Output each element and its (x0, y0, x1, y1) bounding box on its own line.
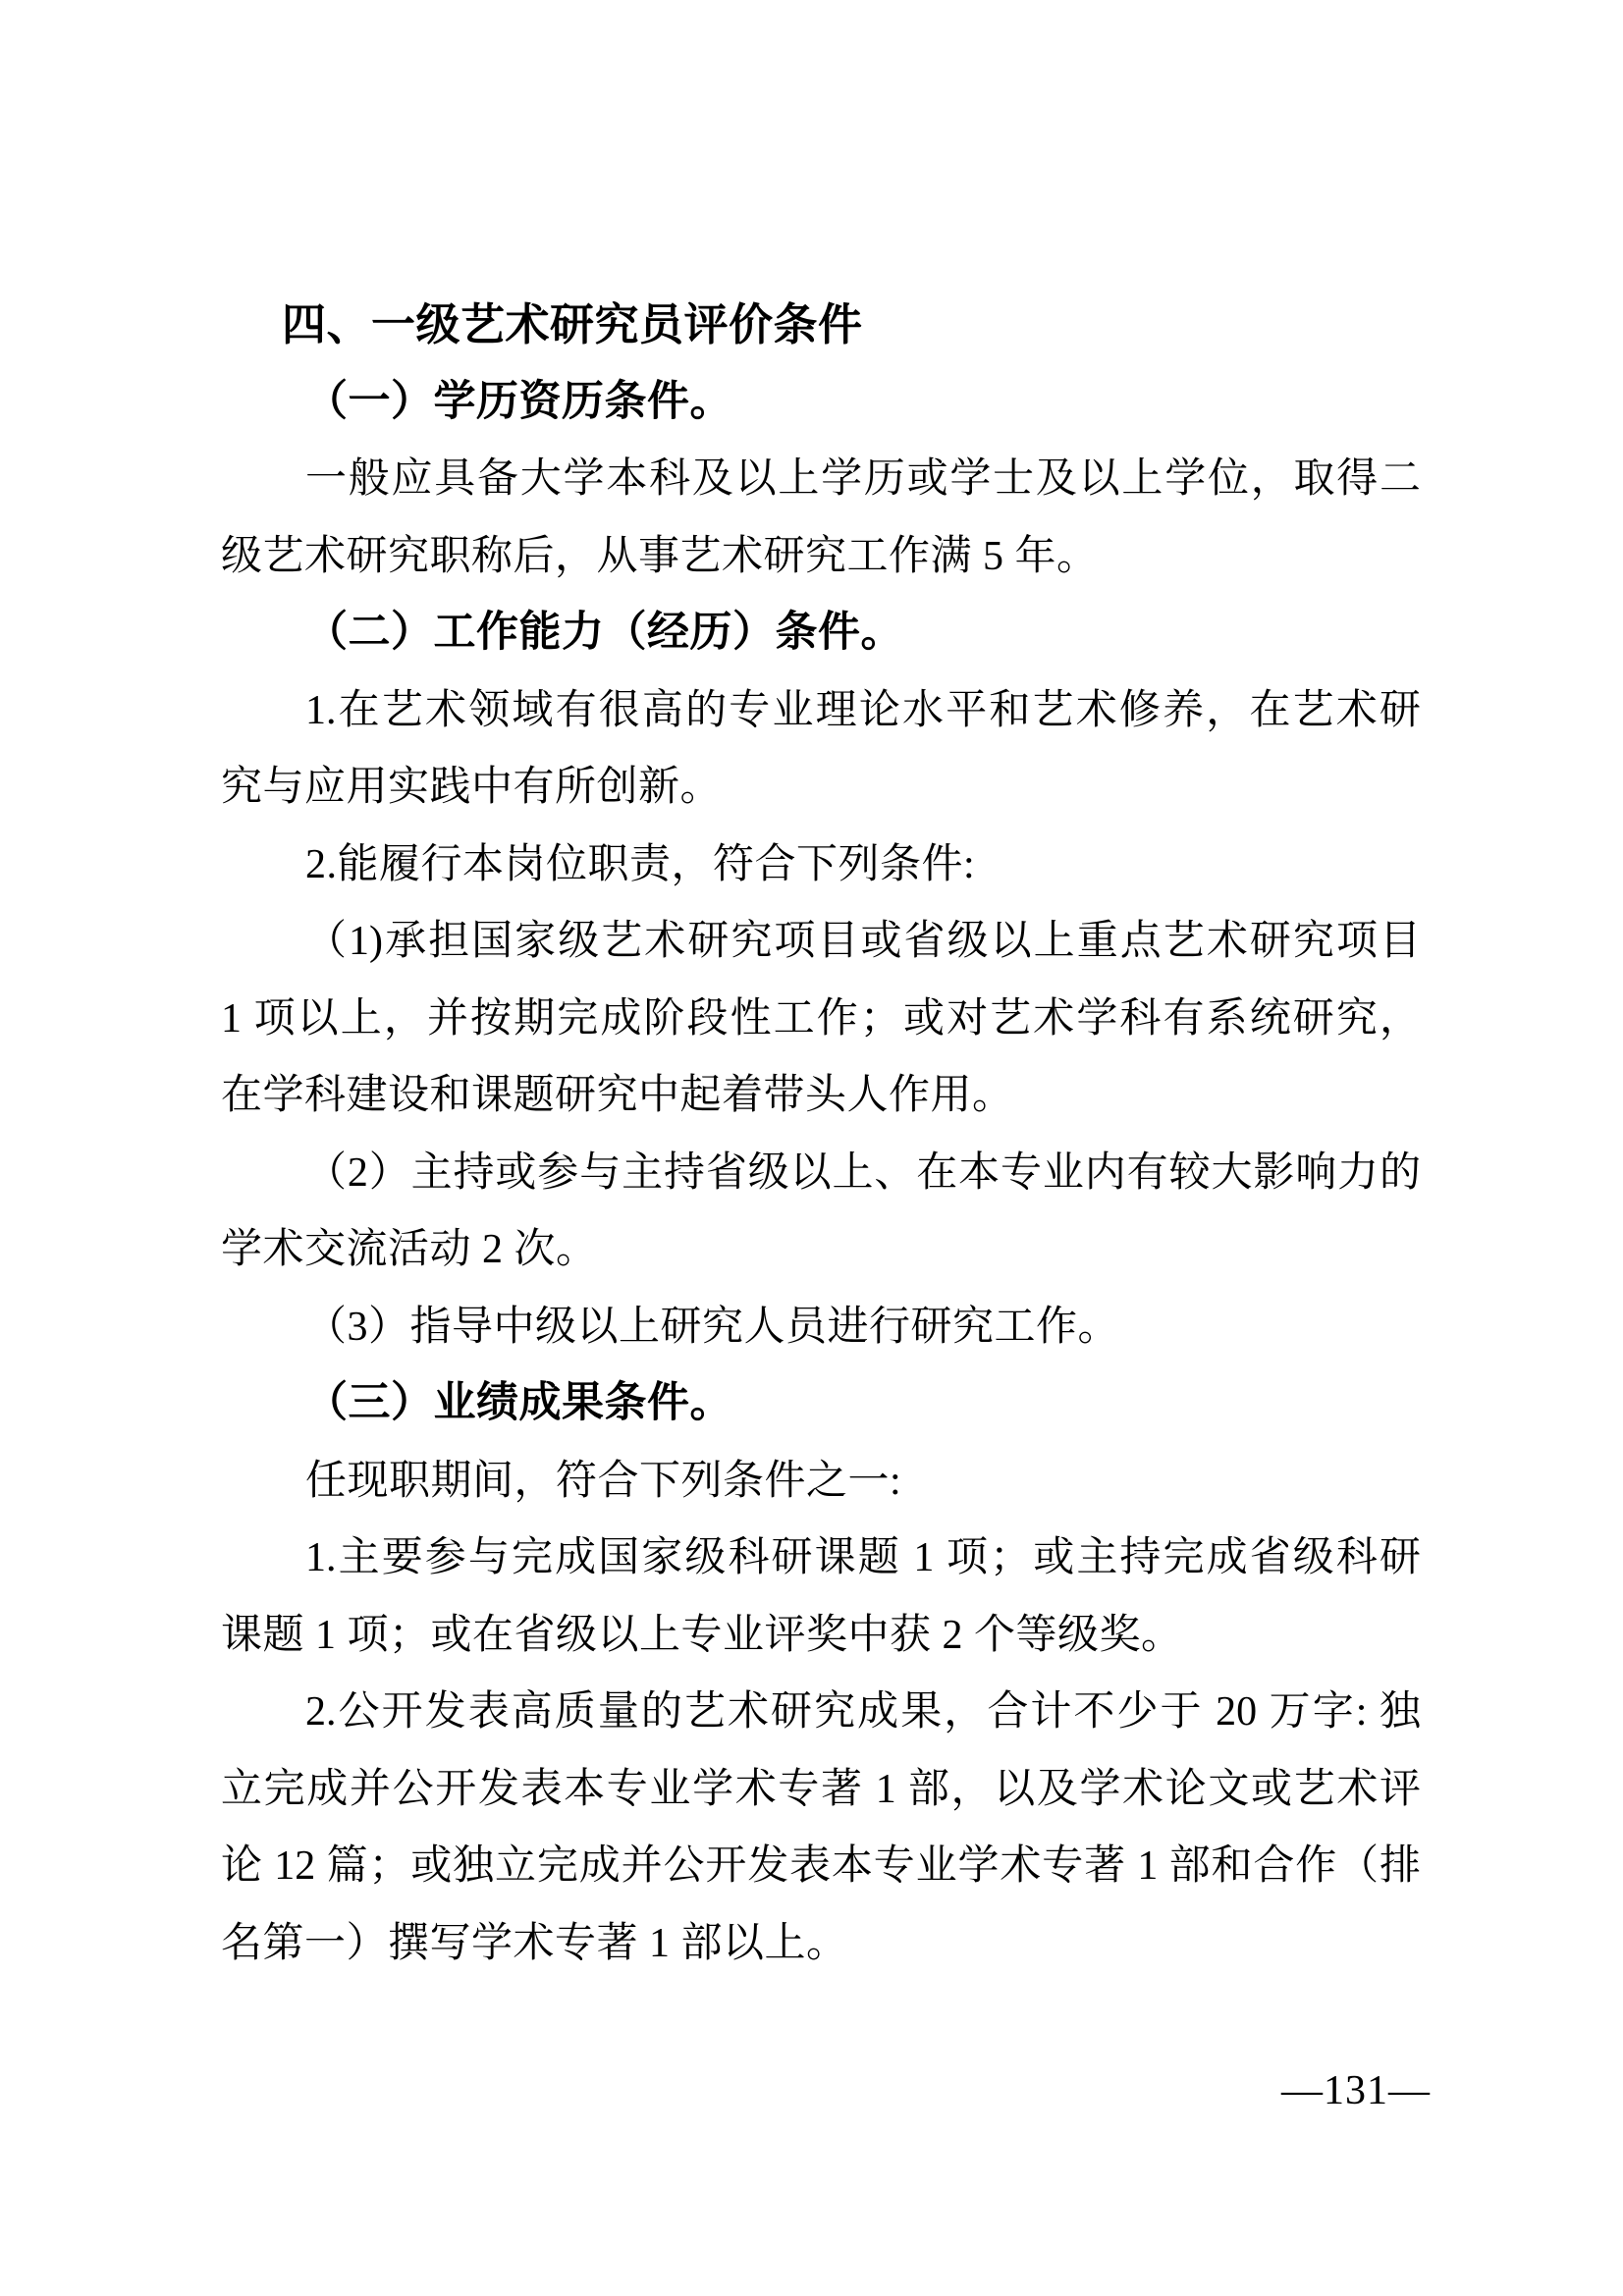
text-line: 任现职期间，符合下列条件之一: (305, 1458, 902, 1504)
text-line: 学术交流活动 2 次。 (221, 1227, 598, 1272)
text-line: 课题 1 项；或在省级以上专业评奖中获 2 个等级奖。 (221, 1612, 1183, 1658)
document-body (221, 287, 1421, 1982)
text-line: （2）主持或参与主持省级以上、在本专业内有较大影响力的 (305, 1149, 1421, 1196)
section-heading-2: （二）工作能力（经历）条件。 (305, 610, 903, 656)
text-line: 立完成并公开发表本专业学术专著 1 部，以及学术论文或艺术评 (221, 1766, 1421, 1812)
text-line: 1 项以上，并按期完成阶段性工作；或对艺术学科有系统研究， (221, 995, 1421, 1041)
text-line: 1.主要参与完成国家级科研课题 1 项；或主持完成省级科研 (305, 1535, 1421, 1580)
text-line: 论 12 篇；或独立完成并公开发表本专业学术专著 1 部和合作（排 (221, 1843, 1421, 1889)
text-line: （3）指导中级以上研究人员进行研究工作。 (305, 1304, 1120, 1350)
page-number: —131— (1281, 2068, 1431, 2113)
text-line: 在学科建设和课题研究中起着带头人作用。 (221, 1073, 1014, 1118)
text-line: 究与应用实践中有所创新。 (221, 765, 723, 810)
text-line: （1)承担国家级艺术研究项目或省级以上重点艺术研究项目 (305, 919, 1421, 964)
text-line: 一般应具备大学本科及以上学历或学士及以上学位，取得二 (305, 456, 1421, 502)
text-line: 2.能履行本岗位职责，符合下列条件: (305, 841, 976, 887)
text-line: 1.在艺术领域有很高的专业理论水平和艺术修养，在艺术研 (305, 687, 1421, 733)
section-heading-3: （三）业绩成果条件。 (305, 1380, 732, 1426)
text-line: 2.公开发表高质量的艺术研究成果，合计不少于 20 万字: 独 (305, 1689, 1421, 1735)
text-line: 名第一）撰写学术专著 1 部以上。 (221, 1920, 848, 1966)
text-line: 级艺术研究职称后，从事艺术研究工作满 5 年。 (221, 533, 1099, 579)
chapter-heading: 四、一级艺术研究员评价条件 (282, 299, 863, 349)
section-heading-1: （一）学历资历条件。 (305, 378, 732, 425)
